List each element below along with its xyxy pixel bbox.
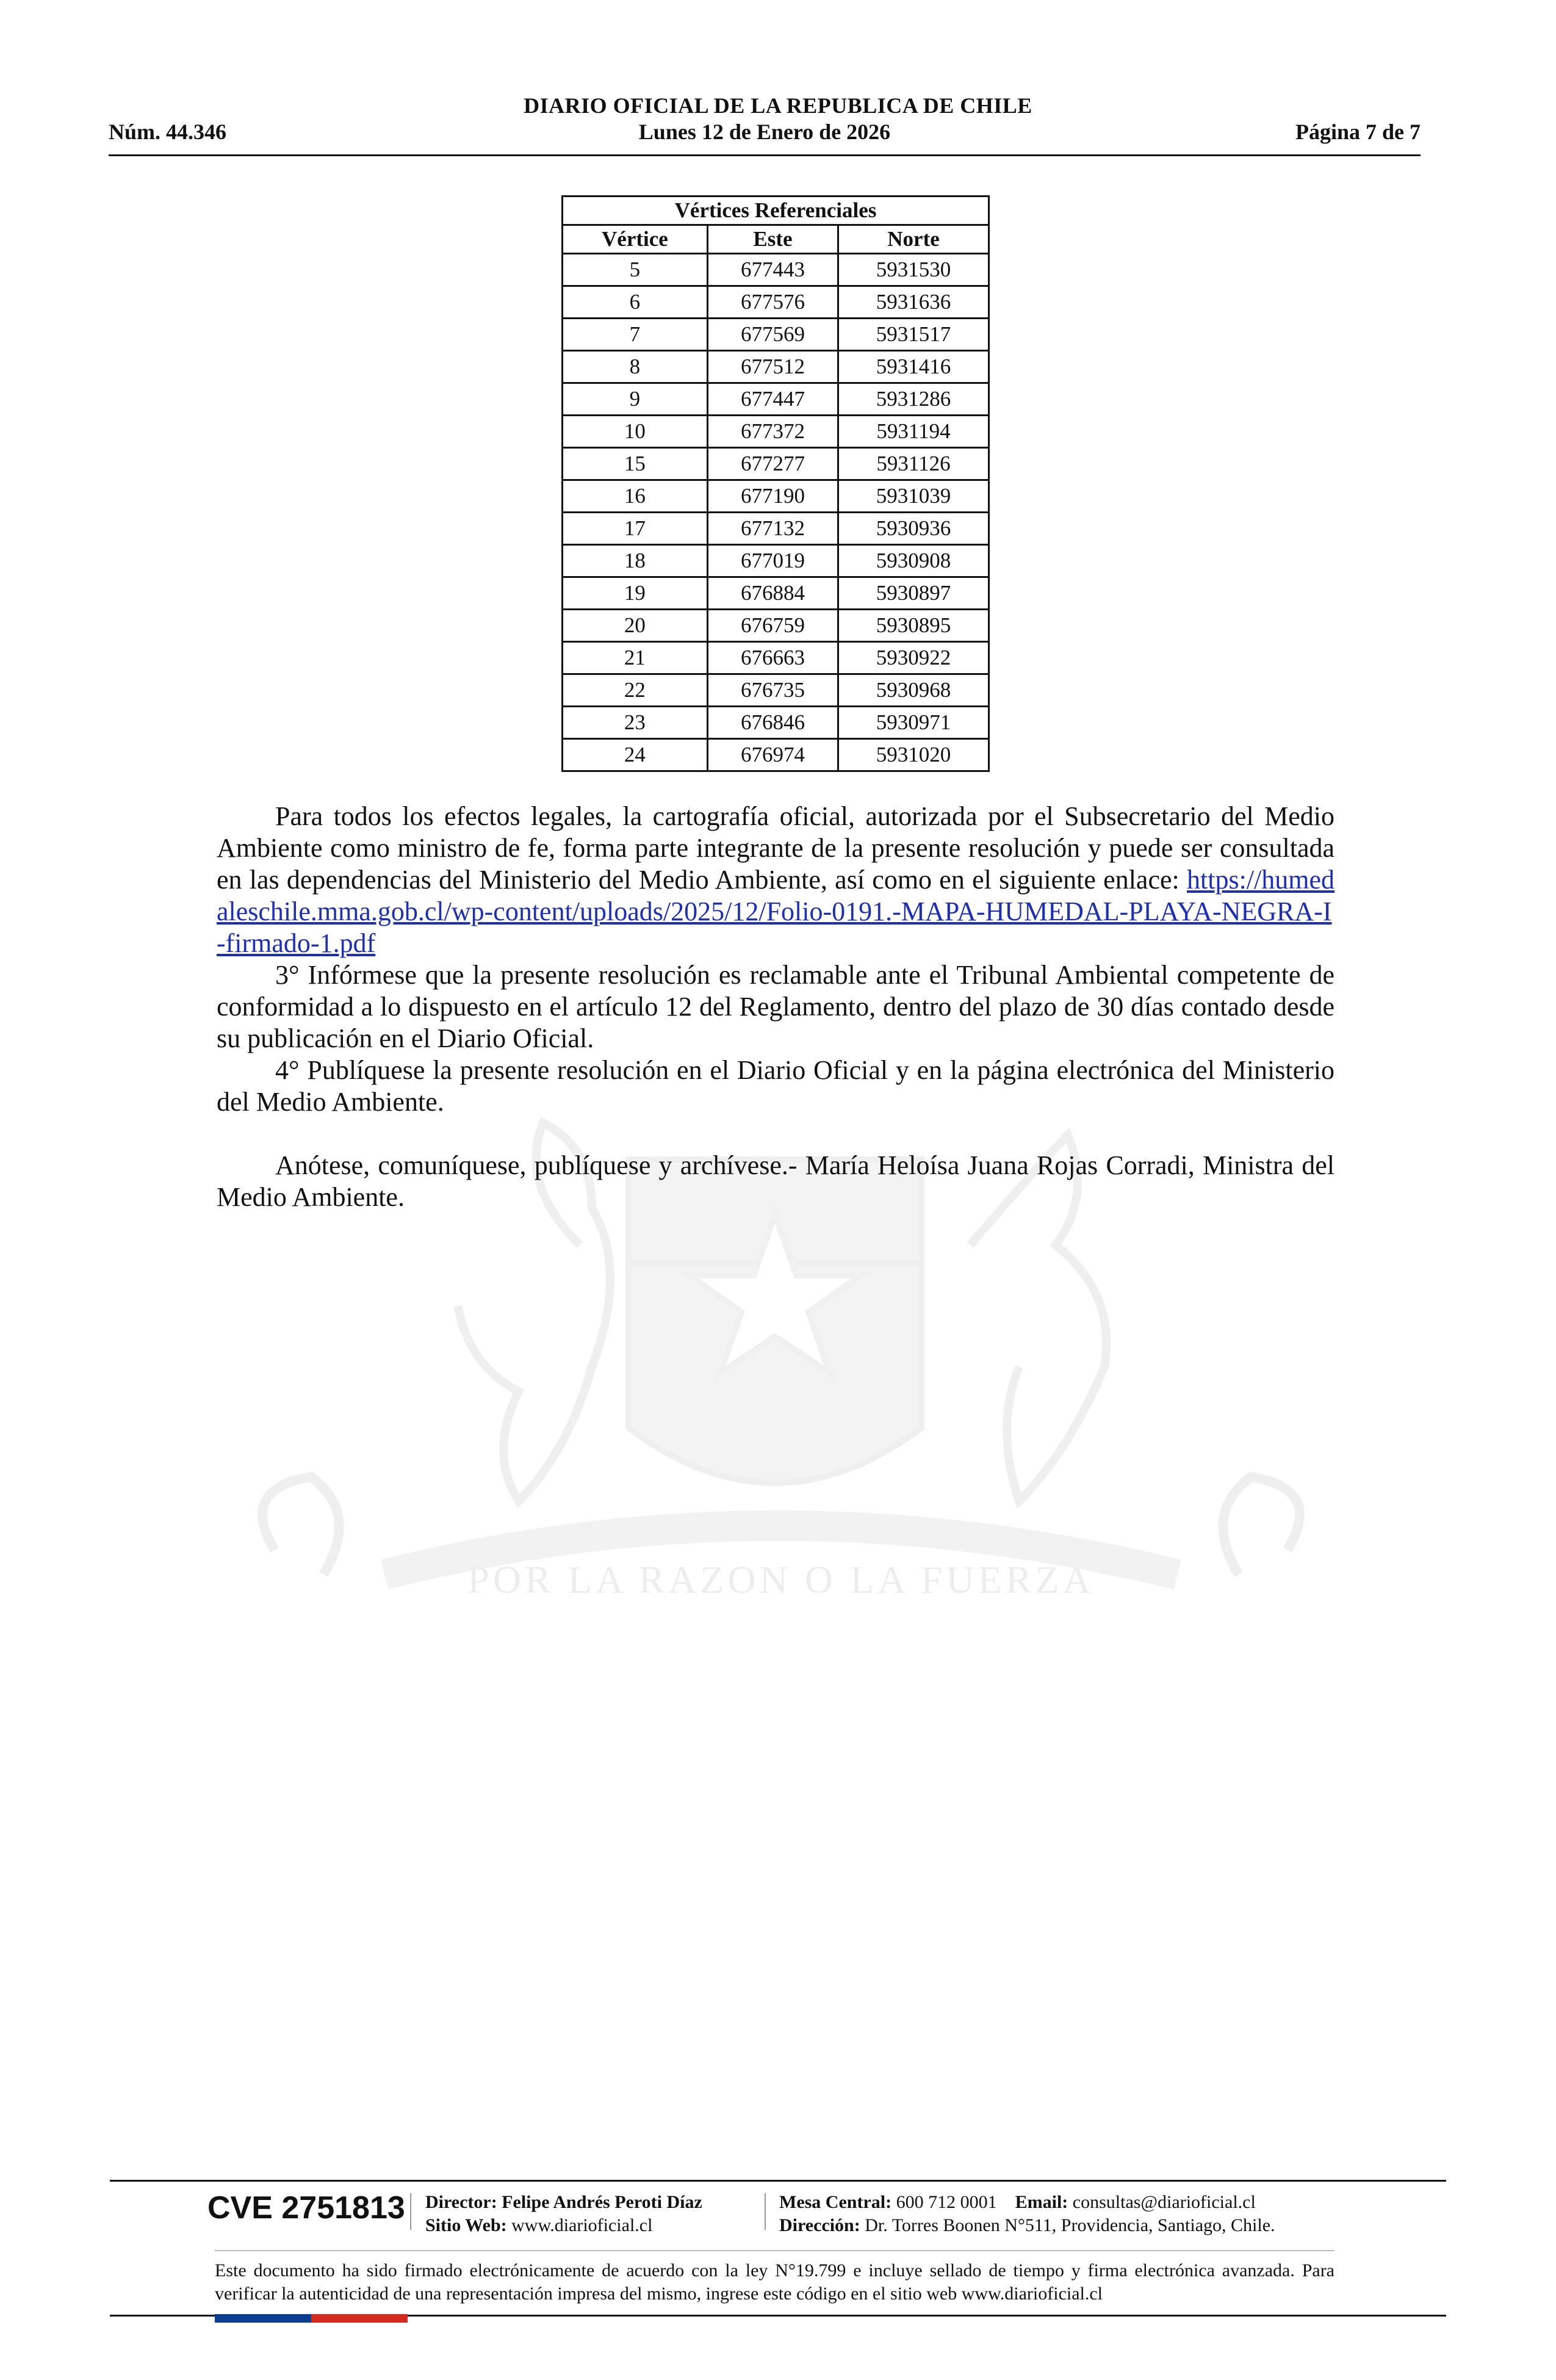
motto-text: POR LA RAZON O LA FUERZA — [467, 1558, 1095, 1601]
table-caption: Vértices Referenciales — [563, 197, 989, 225]
north-cell: 5930968 — [838, 674, 989, 707]
table-row — [563, 254, 989, 286]
footer-director-block — [425, 2191, 702, 2237]
header-divider — [109, 154, 1421, 156]
footer-separator — [410, 2193, 411, 2230]
north-cell: 5931039 — [838, 480, 989, 513]
table-row — [563, 610, 989, 642]
north-cell: 5930908 — [838, 545, 989, 577]
flag-stripe-blue — [215, 2314, 311, 2323]
address-value: Dr. Torres Boonen N°511, Providencia, Santiago, Chile. — [865, 2215, 1275, 2235]
north-cell: 5930922 — [838, 642, 989, 674]
site-label: Sitio Web: — [425, 2215, 507, 2235]
north-cell: 5931517 — [838, 319, 989, 351]
newspaper-title: DIARIO OFICIAL DE LA REPUBLICA DE CHILE — [524, 93, 1032, 118]
table-row — [563, 642, 989, 674]
page-indicator: Página 7 de 7 — [1295, 120, 1421, 144]
vertex-cell: 19 — [563, 577, 708, 610]
east-cell: 677569 — [707, 319, 838, 351]
vertex-cell: 21 — [563, 642, 708, 674]
mesa-label: Mesa Central: — [779, 2192, 892, 2212]
table-row — [563, 480, 989, 513]
footer-contact-block — [779, 2191, 1275, 2237]
resolution-body — [217, 801, 1334, 1213]
column-header: Este — [707, 225, 838, 254]
vertex-cell: 5 — [563, 254, 708, 286]
cve-code: CVE 2751813 — [207, 2190, 405, 2226]
paragraph-cartography — [217, 801, 1334, 959]
east-cell: 677277 — [707, 448, 838, 480]
director-label: Director: — [425, 2192, 497, 2212]
table-row — [563, 448, 989, 480]
east-cell: 676884 — [707, 577, 838, 610]
vertex-cell: 15 — [563, 448, 708, 480]
table-row — [563, 513, 989, 545]
east-cell: 677447 — [707, 383, 838, 416]
north-cell: 5931286 — [838, 383, 989, 416]
north-cell: 5930895 — [838, 610, 989, 642]
email-label: Email: — [1015, 2192, 1068, 2212]
table-row — [563, 707, 989, 739]
vertex-cell: 16 — [563, 480, 708, 513]
north-cell: 5931126 — [838, 448, 989, 480]
vertex-cell: 9 — [563, 383, 708, 416]
table-body — [563, 254, 989, 771]
east-cell: 677512 — [707, 351, 838, 383]
vertex-cell: 24 — [563, 739, 708, 771]
header-row — [109, 119, 1421, 150]
table-row — [563, 545, 989, 577]
footer-separator — [765, 2193, 766, 2230]
vertex-cell: 10 — [563, 416, 708, 448]
flag-stripe-red — [311, 2314, 408, 2323]
east-cell: 677019 — [707, 545, 838, 577]
east-cell: 677576 — [707, 286, 838, 319]
east-cell: 676663 — [707, 642, 838, 674]
table-row — [563, 739, 989, 771]
director-name: Felipe Andrés Peroti Díaz — [502, 2192, 702, 2212]
site-url[interactable]: www.diarioficial.cl — [511, 2215, 653, 2235]
mesa-phone: 600 712 0001 — [896, 2192, 997, 2212]
paragraph-claim: 3° Infórmese que la presente resolución es reclamable ante el Tribunal Ambiental competente de conformidad a lo dispuesto en el artículo 12 del Reglamento, dentro del plazo de 30 días contado desde su publicación en el Diario Oficial. — [217, 960, 1334, 1053]
north-cell: 5931416 — [838, 351, 989, 383]
east-cell: 677132 — [707, 513, 838, 545]
vertex-cell: 23 — [563, 707, 708, 739]
table-row — [563, 674, 989, 707]
vertex-cell: 18 — [563, 545, 708, 577]
issue-number: Núm. 44.346 — [109, 120, 227, 144]
north-cell: 5931636 — [838, 286, 989, 319]
column-header: Vértice — [563, 225, 708, 254]
paragraph-publish: 4° Publíquese la presente resolución en el Diario Oficial y en la página electrónica del Ministerio del Medio Ambiente. — [217, 1055, 1334, 1117]
column-header: Norte — [838, 225, 989, 254]
address-label: Dirección: — [779, 2215, 860, 2235]
footer-divider-mid — [215, 2250, 1334, 2251]
table-row — [563, 351, 989, 383]
east-cell: 676846 — [707, 707, 838, 739]
reference-vertices-table — [561, 195, 990, 772]
paragraph-signature: Anótese, comuníquese, publíquese y archívese.- María Heloísa Juana Rojas Corradi, Ministra del Medio Ambiente. — [217, 1150, 1334, 1212]
east-cell: 676759 — [707, 610, 838, 642]
email-address[interactable]: consultas@diarioficial.cl — [1072, 2192, 1256, 2212]
table-row — [563, 319, 989, 351]
issue-date: Lunes 12 de Enero de 2026 — [638, 120, 891, 144]
table-row — [563, 577, 989, 610]
vertex-cell: 7 — [563, 319, 708, 351]
table-row — [563, 416, 989, 448]
east-cell: 676735 — [707, 674, 838, 707]
north-cell: 5930971 — [838, 707, 989, 739]
north-cell: 5931530 — [838, 254, 989, 286]
vertex-cell: 22 — [563, 674, 708, 707]
east-cell: 677372 — [707, 416, 838, 448]
paragraph-text: Para todos los efectos legales, la cartografía oficial, autorizada por el Subsecretario del Medio Ambiente como ministro de fe, forma parte integrante de la presente resolución y puede ser consultada en las dependencias del Ministerio del Medio Ambiente, así como en el siguiente enlace: — [217, 801, 1334, 895]
vertex-cell: 20 — [563, 610, 708, 642]
north-cell: 5931020 — [838, 739, 989, 771]
east-cell: 677443 — [707, 254, 838, 286]
vertex-cell: 17 — [563, 513, 708, 545]
east-cell: 676974 — [707, 739, 838, 771]
map-pdf-link[interactable]: https://humedaleschile.mma.gob.cl/wp-content/uploads/2025/12/Folio-0191.-MAPA-HUMEDAL-PLAYA-NEGRA-I-firmado-1.pdf — [217, 865, 1334, 958]
vertex-cell: 6 — [563, 286, 708, 319]
east-cell: 677190 — [707, 480, 838, 513]
north-cell: 5931194 — [838, 416, 989, 448]
north-cell: 5930936 — [838, 513, 989, 545]
table-row — [563, 383, 989, 416]
north-cell: 5930897 — [838, 577, 989, 610]
vertex-cell: 8 — [563, 351, 708, 383]
footer-divider-top — [110, 2180, 1446, 2182]
electronic-signature-note: Este documento ha sido firmado electrónicamente de acuerdo con la ley N°19.799 e incluye sellado de tiempo y firma electrónica avanzada. Para verificar la autenticidad de una representación impresa del mismo, ingrese este código en el sitio web www.diarioficial.cl — [215, 2260, 1334, 2304]
table-row — [563, 286, 989, 319]
